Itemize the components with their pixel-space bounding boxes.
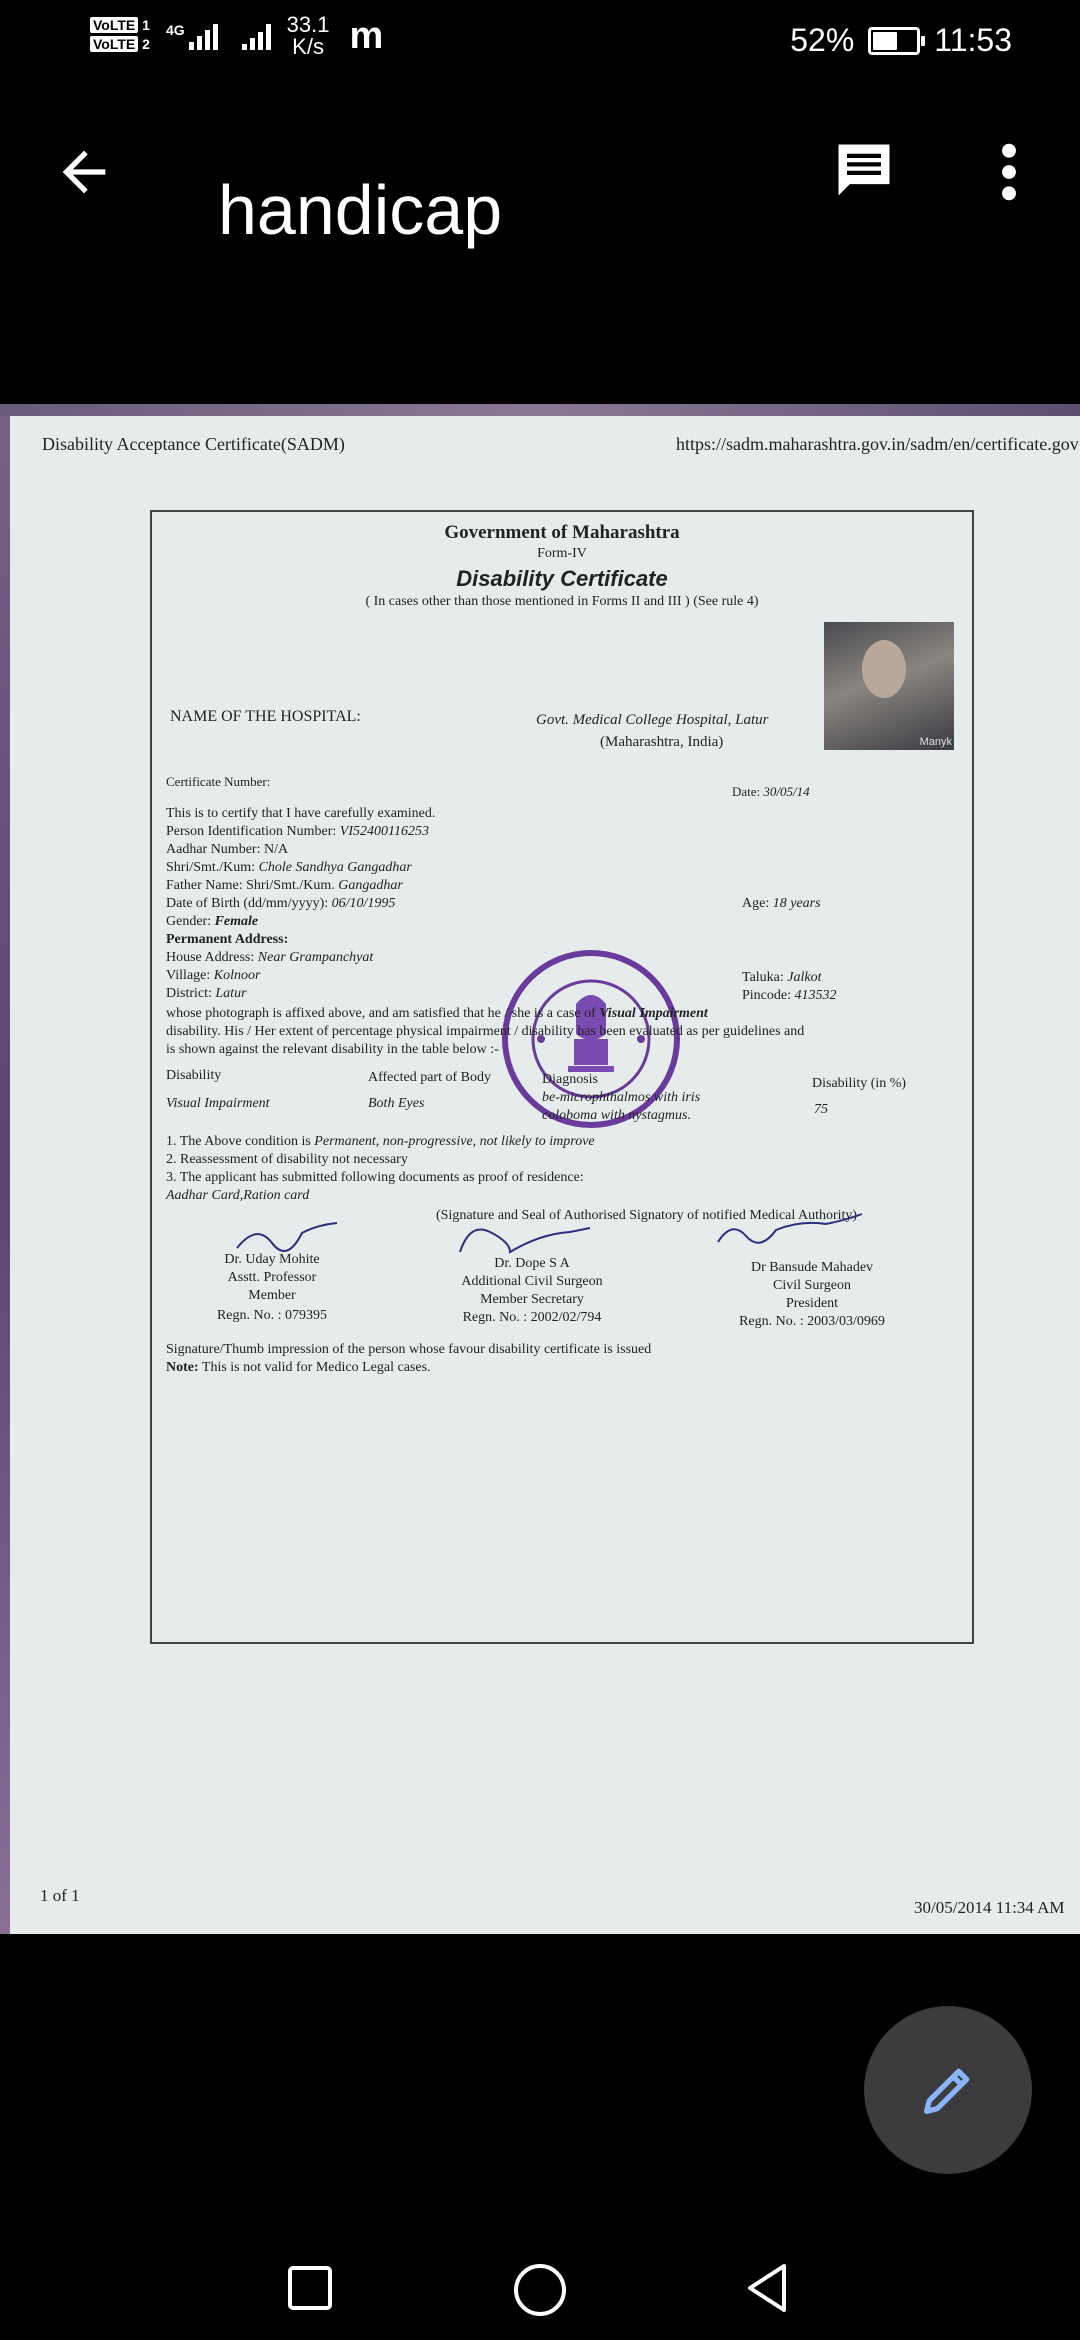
square-icon[interactable] [282, 2260, 338, 2316]
pid-line: Person Identification Number: VI52400116253 [166, 824, 429, 839]
certificate-subtitle: ( In cases other than those mentioned in Forms II and III ) (See rule 4) [365, 594, 759, 609]
village-line: Village: Kolnoor [166, 968, 261, 983]
signatory-name: Dr. Dope S A [494, 1256, 570, 1271]
pincode-line: Pincode: 413532 [742, 988, 837, 1003]
documents-submitted: Aadhar Card,Ration card [166, 1188, 310, 1203]
table-cell: coloboma with nystagmus. [542, 1108, 691, 1123]
aadhar-line: Aadhar Number: N/A [166, 842, 289, 857]
document-page[interactable] [0, 404, 1080, 1934]
para-line-1: whose photograph is affixed above, and am satisfied that he / she is a case of Visual Impairment [166, 1006, 708, 1021]
hospital-place: (Maharashtra, India) [600, 734, 724, 750]
signatory-position: Member Secretary [480, 1292, 584, 1307]
network-type: 4G [165, 22, 185, 38]
gov-heading: Government of Maharashtra [444, 522, 680, 543]
app-notification-icon: m [349, 14, 384, 57]
print-timestamp: 30/05/2014 11:34 AM [914, 1898, 1065, 1917]
battery-icon [868, 27, 920, 55]
table-header: Disability [166, 1068, 222, 1083]
taluka-line: Taluka: Jalkot [742, 970, 822, 985]
condition-line-3: 3. The applicant has submitted following documents as proof of residence: [166, 1170, 584, 1185]
volte-indicators: VoLTE 1 VoLTE 2 [90, 17, 150, 55]
applicant-photo: Manyk [824, 622, 954, 750]
table-cell: Both Eyes [368, 1096, 425, 1111]
dob-line: Date of Birth (dd/mm/yyyy): 06/10/1995 [166, 896, 396, 911]
app-bar [0, 110, 1080, 260]
table-header: Affected part of Body [368, 1070, 491, 1085]
battery-percent: 52% [790, 22, 855, 58]
perm-address-label: Permanent Address: [166, 932, 289, 947]
edit-pencil-icon [916, 2058, 980, 2122]
signatory-regn: Regn. No. : 2002/02/794 [462, 1310, 602, 1325]
table-header: Disability (in %) [812, 1076, 907, 1091]
comment-icon[interactable] [830, 136, 898, 204]
document-title: handicap [218, 171, 503, 249]
status-bar [0, 0, 1080, 90]
signatory-position: President [785, 1296, 839, 1311]
doc-header-url: https://sadm.maharashtra.gov.in/sadm/en/certificate.gov [676, 434, 1079, 454]
signatory-role: Civil Surgeon [773, 1278, 851, 1293]
house-line: House Address: Near Grampanchyat [166, 950, 374, 965]
para-line-3: is shown against the relevant disability in the table below :- [166, 1042, 499, 1057]
circle-icon[interactable] [510, 2260, 570, 2320]
signal-icon [189, 22, 218, 50]
certificate-box [150, 510, 974, 1644]
age-line: Age: 18 years [742, 896, 821, 911]
system-nav-bar [0, 2240, 1080, 2340]
condition-line-2: 2. Reassessment of disability not necessary [166, 1152, 408, 1167]
certify-text: This is to certify that I have carefully examined. [166, 806, 436, 821]
signature-3-icon [712, 1212, 872, 1262]
name-line: Shri/Smt./Kum: Chole Sandhya Gangadhar [166, 860, 412, 875]
note-line: Note: This is not valid for Medico Legal cases. [166, 1360, 431, 1375]
signature-caption: (Signature and Seal of Authorised Signatory of notified Medical Authority) [436, 1208, 858, 1223]
arrow-back-icon[interactable] [52, 140, 116, 204]
certificate-title: Disability Certificate [456, 566, 668, 591]
network-speed: 33.1 K/s [286, 12, 330, 59]
hospital-label: NAME OF THE HOSPITAL: [170, 708, 361, 725]
district-line: District: Latur [166, 986, 247, 1001]
table-header: Diagnosis [542, 1072, 598, 1087]
page-count: 1 of 1 [40, 1886, 80, 1905]
triangle-back-icon[interactable] [740, 2260, 796, 2316]
more-vert-icon[interactable] [984, 140, 1034, 204]
form-label: Form-IV [537, 546, 587, 561]
hospital-name: Govt. Medical College Hospital, Latur [536, 712, 769, 728]
gender-line: Gender: Female [166, 914, 259, 929]
signatory-position: Member [248, 1288, 296, 1303]
para-line-2: disability. His / Her extent of percentage physical impairment / disability has been evaluated as per guidelines and [166, 1024, 805, 1039]
father-line: Father Name: Shri/Smt./Kum. Gangadhar [166, 878, 403, 893]
signal-2-icon [242, 22, 271, 50]
signatory-name: Dr. Uday Mohite [224, 1252, 320, 1267]
table-cell: Visual Impairment [166, 1096, 270, 1111]
thumb-note: Signature/Thumb impression of the person whose favour disability certificate is issued [166, 1342, 652, 1357]
table-cell: be-microphthalmos with iris [542, 1090, 701, 1105]
clock: 11:53 [934, 22, 1012, 58]
signatory-regn: Regn. No. : 2003/03/0969 [739, 1314, 885, 1329]
signatory-role: Asstt. Professor [227, 1270, 317, 1285]
edit-button[interactable] [864, 2006, 1032, 2174]
table-cell: 75 [814, 1102, 828, 1117]
signatory-role: Additional Civil Surgeon [461, 1274, 603, 1289]
signatory-regn: Regn. No. : 079395 [216, 1308, 328, 1323]
certificate-number-label: Certificate Number: [166, 774, 271, 789]
signatory-name: Dr Bansude Mahadev [750, 1260, 874, 1275]
date-line: Date: 30/05/14 [732, 784, 810, 799]
condition-line-1: 1. The Above condition is Permanent, non-progressive, not likely to improve [166, 1134, 595, 1149]
doc-header-left: Disability Acceptance Certificate(SADM) [42, 434, 345, 454]
